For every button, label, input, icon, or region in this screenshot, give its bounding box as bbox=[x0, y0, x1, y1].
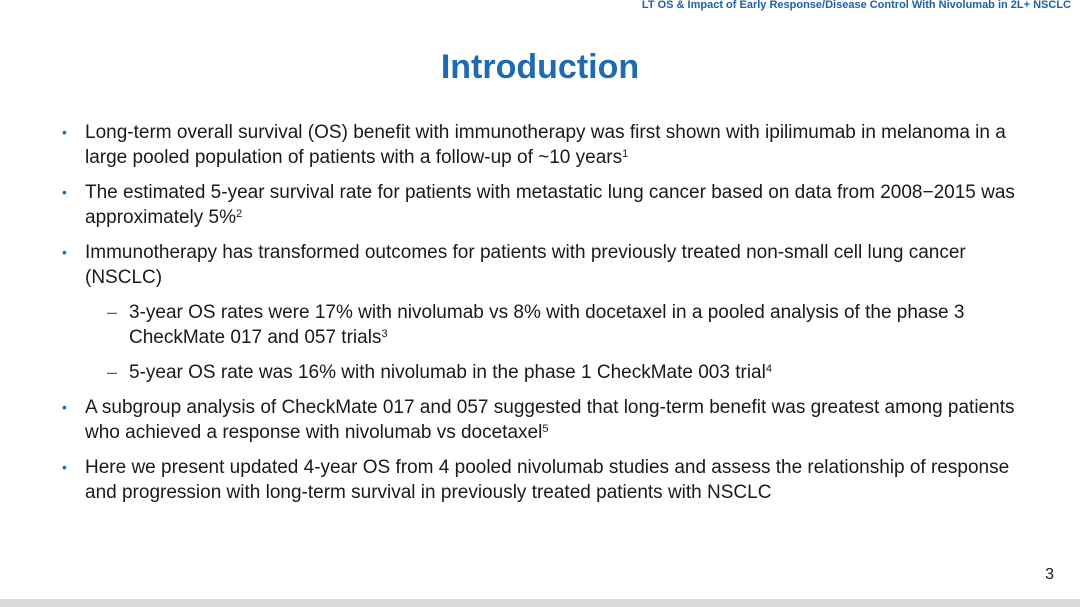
bullet-text: Long-term overall survival (OS) benefit with immunotherapy was first shown with ipilimumab in melanoma in a large pooled population of patients with a follow-up of ~10 years$^1$ bbox=[85, 122, 1006, 168]
reference-superscript: 4 bbox=[765, 363, 772, 375]
sub-bullet-marker: – bbox=[107, 362, 118, 382]
running-header: LT OS & Impact of Early Response/Disease Control With Nivolumab in 2L+ NSCLC bbox=[641, 0, 1071, 11]
sub-bullet-text: 5-year OS rate was 16% with nivolumab in the phase 1 CheckMate 003 trial$^4$ bbox=[129, 362, 772, 383]
sub-bullet-text: 3-year OS rates were 17% with nivolumab vs 8% with docetaxel in a pooled analysis of the phase 3 CheckMate 017 and 057 trials$^3$ bbox=[129, 302, 965, 348]
footer-bar bbox=[0, 599, 1080, 607]
page-title: Introduction bbox=[440, 48, 640, 86]
page-number: 3 bbox=[1045, 566, 1054, 583]
bullet-text: Immunotherapy has transformed outcomes for patients with previously treated non-small cell lung cancer (NSCLC) bbox=[85, 242, 966, 288]
sub-bullet-marker: – bbox=[107, 302, 118, 322]
reference-superscript: 3 bbox=[381, 328, 388, 340]
reference-superscript: 1 bbox=[622, 148, 629, 160]
bullet-text: A subgroup analysis of CheckMate 017 and 057 suggested that long-term benefit was greatest among patients who achieved a response with nivolumab vs docetaxel$^5$ bbox=[85, 397, 1015, 443]
bullet-marker: • bbox=[62, 459, 67, 475]
bullet-marker: • bbox=[62, 244, 67, 260]
reference-superscript: 5 bbox=[542, 423, 549, 435]
bullet-marker: • bbox=[62, 184, 67, 200]
bullet-text: The estimated 5-year survival rate for patients with metastatic lung cancer based on data from 2008−2015 was approximately 5%$^2$ bbox=[85, 182, 1015, 228]
bullet-text: Here we present updated 4-year OS from 4 pooled nivolumab studies and assess the relationship of response and progression with long-term survival in previously treated patients with NSCLC bbox=[85, 457, 1010, 503]
bullet-marker: • bbox=[62, 124, 67, 140]
bullet-marker: • bbox=[62, 399, 67, 415]
reference-superscript: 2 bbox=[236, 208, 243, 220]
